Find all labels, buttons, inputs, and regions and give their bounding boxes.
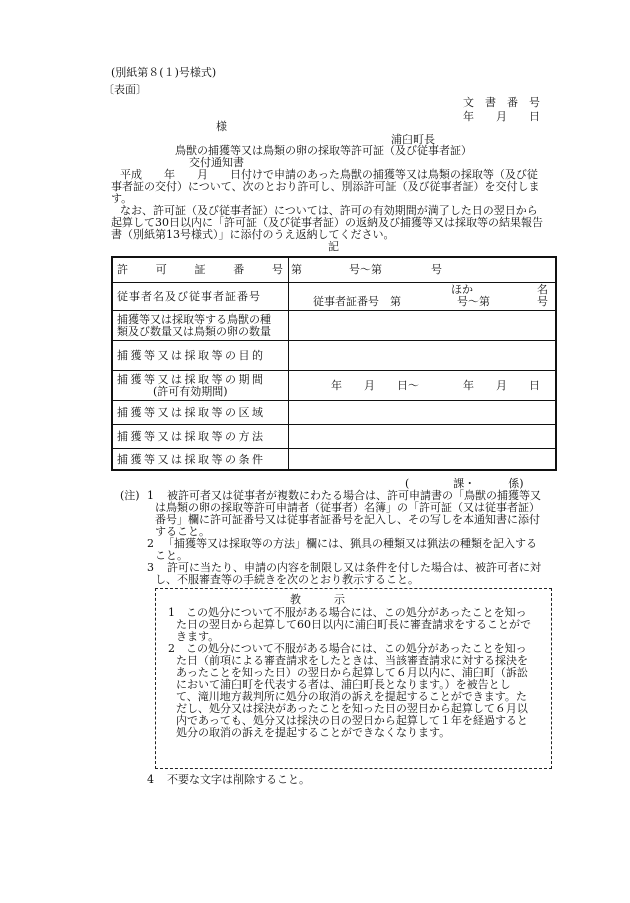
period-sublabel: (許可有効期間) <box>153 385 228 398</box>
table-row-purpose <box>113 340 555 370</box>
method-label: 捕獲等又は採取等の方法 <box>117 430 266 443</box>
permit-table <box>111 256 557 471</box>
note1-number: 1 <box>147 489 154 502</box>
permit-number-range: 号～第 <box>349 263 382 276</box>
note3-line2: し、不服審査等の手続きを次のとおり教示すること。 <box>155 573 419 586</box>
table-row-conditions <box>113 448 555 471</box>
recipient-suffix: 様 <box>216 120 227 133</box>
body-paragraph1-line1: 平成 年 月 日付けで申請のあった鳥獣の捕獲等又は鳥類の採取等（及び従 <box>120 168 538 181</box>
worker-label: 従事者名及び従事者証番号 <box>117 290 261 303</box>
period-value: 年 月 日～ 年 月 日 <box>331 379 540 392</box>
note1-line4: すること。 <box>155 525 210 538</box>
notice-item2-line8: 処分の取消の訴えを提起することができなくなります。 <box>176 726 451 739</box>
worker-hoka: ほか <box>451 283 473 296</box>
area-label: 捕獲等又は採取等の区域 <box>117 406 266 419</box>
notice-item2-line7: 内であっても、処分又は採決の日の翌日から起算して１年を経過すると <box>176 714 528 727</box>
notice-item2-line2: た日（前項による審査請求をしたときは、当該審査請求に対する採決を <box>176 654 528 667</box>
notice-title: 教 示 <box>290 593 345 606</box>
notes-heading: (注) <box>120 489 140 502</box>
conditions-label: 捕獲等又は採取等の条件 <box>117 453 266 466</box>
side-label: 〔表面〕 <box>103 83 147 96</box>
notice-item1-line1: この処分について不服がある場合には、この処分があったことを知っ <box>186 606 527 619</box>
department-field: ( 課・ 係) <box>405 477 524 490</box>
worker-cert-range: 号～第 <box>457 295 490 308</box>
notice-item2-line5: て、滝川地方裁判所に処分の取消の訴えを提起することができます。た <box>176 690 527 703</box>
notice-item2-line6: だし、処分又は採決があったことを知った日の翌日から起算して６月以 <box>176 702 528 715</box>
permit-number-suffix: 号 <box>431 263 442 276</box>
table-row-area <box>113 400 555 424</box>
document-title-line2: 交付通知書 <box>189 156 244 169</box>
ki-heading: 記 <box>328 240 339 253</box>
body-paragraph1-line2: 事者証の交付）について、次のとおり許可し、別添許可証（及び従事者証）を交付しま <box>111 180 540 193</box>
worker-cert-number: 従事者証番号 第 <box>313 295 401 308</box>
note1-line2: は鳥類の卵の採取等許可申請者（従事者）名簿」の「許可証（又は従事者証） <box>155 501 540 514</box>
permit-number-prefix: 第 <box>291 263 302 276</box>
notice-item1-number: 1 <box>168 606 175 619</box>
table-row-method <box>113 424 555 448</box>
body-paragraph2-line2: 起算して30日以内に「許可証（及び従事者証）の返納及び捕獲等又は採取等の結果報告 <box>111 216 543 229</box>
instruction-notice-box <box>155 588 552 769</box>
note2-line2: こと。 <box>155 549 188 562</box>
note1-line1: 被許可者又は従事者が複数にわたる場合は、許可申請書の「鳥獣の捕獲等又 <box>167 489 541 502</box>
note3-number: 3 <box>147 561 154 574</box>
table-row-permit-number <box>113 258 555 282</box>
notice-item2-line3: あったことを知った日）の翌日から起算して６月以内に、浦臼町（訴訟 <box>176 666 528 679</box>
notice-item1-line2: た日の翌日から起算して60日以内に浦臼町長に審査請求をすることがで <box>176 618 531 631</box>
worker-mei: 名 <box>537 283 548 296</box>
table-row-worker <box>113 282 555 310</box>
permit-number-label: 許 可 証 番 号 <box>117 263 283 276</box>
body-paragraph2-line3: 書（別紙第13号様式）」に添付のうえ返納してください。 <box>111 228 395 241</box>
worker-cert-suffix: 号 <box>537 295 548 308</box>
notice-item2-line1: この処分について不服がある場合には、この処分があったことを知っ <box>186 642 527 655</box>
body-paragraph2-line1: なお、許可証（及び従事者証）については、許可の有効期間が満了した日の翌日から <box>120 204 538 217</box>
note2-line1: 「捕獲等又は採取等の方法」欄には、猟具の種類又は猟法の種類を記入する <box>163 537 537 550</box>
document-title: 鳥獣の捕獲等又は鳥類の卵の採取等許可証（及び従事者証） <box>175 144 472 157</box>
document-number-label: 文 書 番 号 <box>463 96 540 109</box>
issuer-name: 浦臼町長 <box>391 133 435 146</box>
notice-item2-line4: において浦臼町を代表する者は、浦臼町長となります。）を被告とし <box>176 678 511 691</box>
table-row-period <box>113 370 555 400</box>
species-label-line2: 類及び数量又は鳥類の卵の数量 <box>117 325 271 338</box>
form-number: (別紙第８(１)号様式) <box>111 66 217 79</box>
note2-number: 2 <box>147 537 154 550</box>
table-row-species <box>113 310 555 340</box>
period-label: 捕獲等又は採取等の期間 <box>117 373 266 386</box>
notice-item1-line3: きます。 <box>176 630 220 643</box>
purpose-label: 捕獲等又は採取等の目的 <box>117 349 266 362</box>
note1-line3: 番号」欄に許可証番号又は従事者証番号を記入し、その写しを本通知書に添付 <box>155 513 540 526</box>
note3-line1: 許可に当たり、申請の内容を制限し又は条件を付した場合は、被許可者に対 <box>167 561 541 574</box>
note4-number: 4 <box>147 773 154 786</box>
species-label-line1: 捕獲等又は採取等する鳥獣の種 <box>117 313 271 326</box>
date-label: 年 月 日 <box>463 110 540 123</box>
body-paragraph1-line3: す。 <box>111 192 133 205</box>
note4-line1: 不要な文字は削除すること。 <box>167 773 310 786</box>
notice-item2-number: 2 <box>168 642 175 655</box>
